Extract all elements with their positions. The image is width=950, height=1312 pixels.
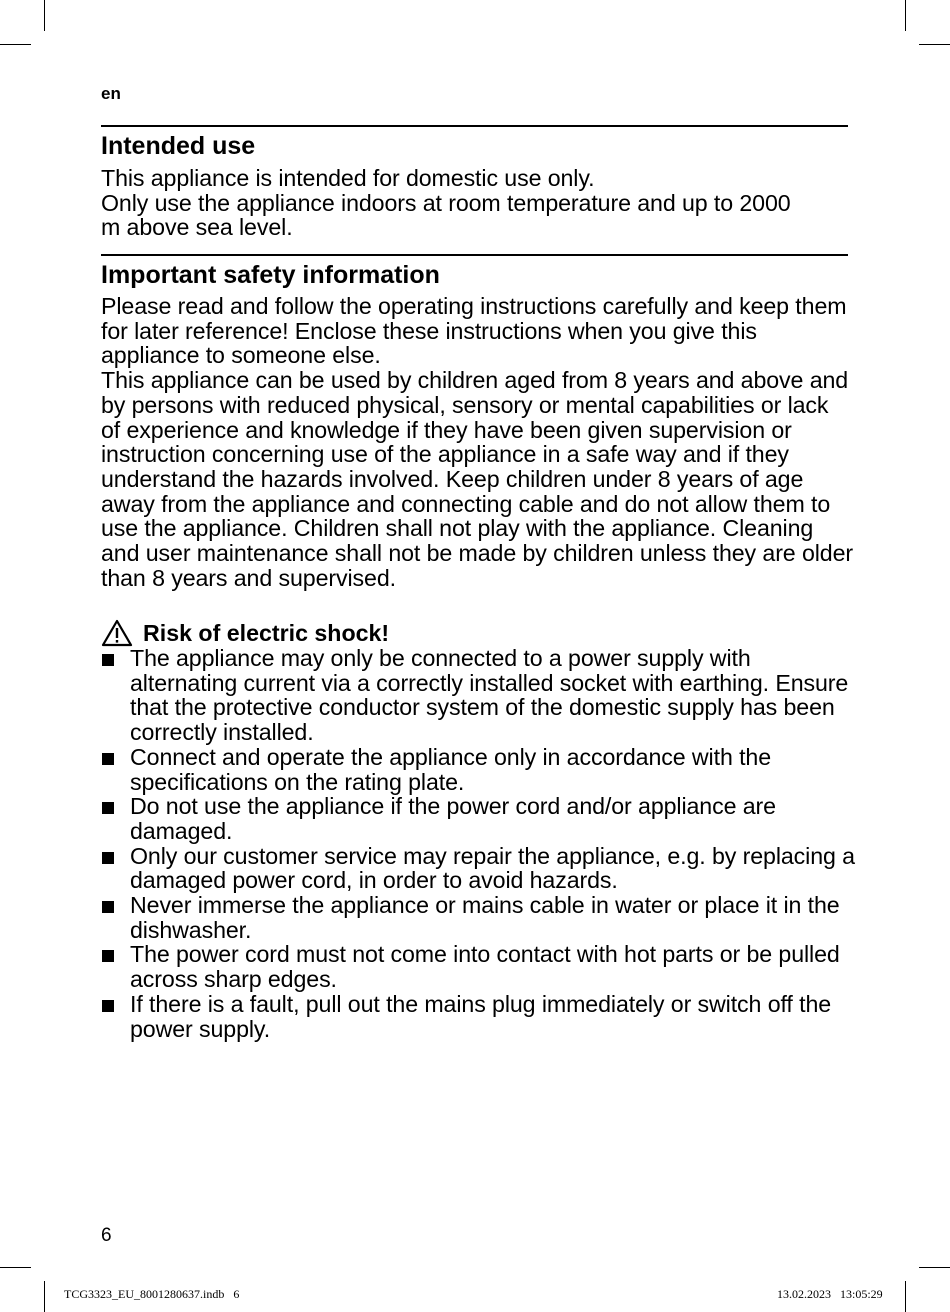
intended-use-line-1: This appliance is intended for domestic use only. <box>101 165 595 191</box>
list-item <box>101 893 861 942</box>
crop-mark-bottom-left-h <box>0 1267 31 1268</box>
safety-paragraph-2: This appliance can be used by children aged from 8 years and above and by persons with reduced physical, sensory or mental capabilities or lack of experience and knowledge if they have been given supervision or instruction concerning use of the appliance in a safe way and if they understand the hazards involved. Keep children under 8 years of age away from the appliance and connecting cable and do not allow them to use the appliance. Children shall not play with the appliance. Cleaning and user maintenance shall not be made by children unless they are older than 8 years and supervised. <box>101 367 854 591</box>
bullet-square-icon <box>102 950 114 962</box>
bullet-square-icon <box>102 654 114 666</box>
list-item-text: If there is a fault, pull out the mains plug immediately or switch off the power supply. <box>130 990 832 1042</box>
list-item <box>101 794 861 843</box>
page-number: 6 <box>101 1225 112 1246</box>
list-item-text: The power cord must not come into contact with hot parts or be pulled across sharp edges. <box>130 941 840 993</box>
crop-mark-bottom-right-h <box>919 1267 950 1268</box>
heading-safety-information: Important safety information <box>101 261 440 289</box>
safety-bullet-list <box>101 646 861 1041</box>
section-divider-intended <box>101 125 848 127</box>
bullet-square-icon <box>102 802 114 814</box>
bullet-square-icon <box>102 901 114 913</box>
section-divider-safety <box>101 254 848 256</box>
language-code: en <box>101 84 121 103</box>
safety-paragraph-1: Please read and follow the operating instructions carefully and keep them for later reference! Enclose these instructions when you give this appliance to someone else. <box>101 293 847 369</box>
intended-use-body <box>101 166 801 240</box>
warning-title: Risk of electric shock! <box>143 620 390 646</box>
crop-mark-top-right-v <box>905 0 906 31</box>
bullet-square-icon <box>102 1000 114 1012</box>
intended-use-line-2: Only use the appliance indoors at room temperature and up to 2000 m above sea level. <box>101 189 791 241</box>
bullet-square-icon <box>102 852 114 864</box>
list-item-text: Never immerse the appliance or mains cable in water or place it in the dishwasher. <box>130 892 840 943</box>
list-item-text: Connect and operate the appliance only in accordance with the specifications on the rating plate. <box>130 743 772 795</box>
list-item <box>101 992 861 1041</box>
list-item <box>101 745 861 794</box>
print-timestamp: 13.02.2023 13:05:29 <box>777 1287 883 1301</box>
warning-heading <box>101 619 389 647</box>
list-item-text: Do not use the appliance if the power cord and/or appliance are damaged. <box>130 793 776 844</box>
list-item <box>101 942 861 991</box>
list-item <box>101 646 861 745</box>
warning-triangle-icon <box>101 619 133 647</box>
crop-mark-bottom-left-v <box>44 1281 45 1312</box>
crop-mark-bottom-right-v <box>905 1281 906 1312</box>
crop-mark-top-left-v <box>44 0 45 31</box>
file-slug: TCG3323_EU_8001280637.indb 6 <box>64 1287 240 1301</box>
crop-mark-top-left-h <box>0 44 31 45</box>
list-item-text: Only our customer service may repair the appliance, e.g. by replacing a damaged power cord, in order to avoid hazards. <box>130 842 855 894</box>
heading-intended-use: Intended use <box>101 132 256 160</box>
list-item-text: The appliance may only be connected to a power supply with alternating current via a correctly installed socket with earthing. Ensure that the protective conductor system of the domestic supply has been correctly installed. <box>130 645 849 746</box>
crop-mark-top-right-h <box>919 44 950 45</box>
safety-body <box>101 294 853 590</box>
bullet-square-icon <box>102 753 114 765</box>
list-item <box>101 844 861 893</box>
